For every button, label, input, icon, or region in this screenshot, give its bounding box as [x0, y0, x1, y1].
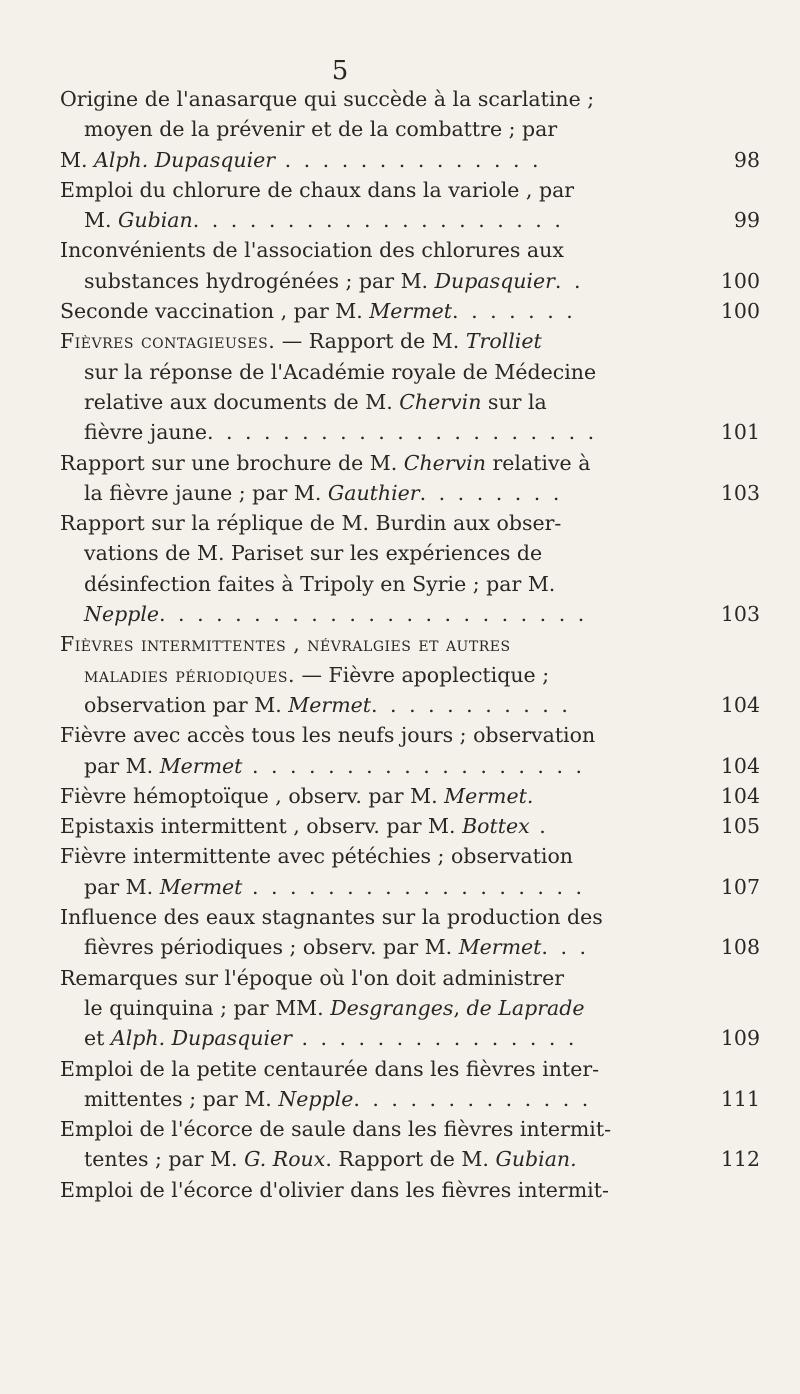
- entry-text: Remarques sur l'époque où l'on doit administrer: [60, 965, 565, 990]
- author-name: Mermet: [458, 935, 542, 960]
- entry-text: ,: [453, 995, 467, 1020]
- author-name: Gauthier: [327, 480, 420, 505]
- toc-line: [60, 357, 760, 387]
- page-ref: 112: [720, 1147, 760, 1172]
- toc-line: [60, 690, 760, 720]
- page-ref: 103: [720, 480, 760, 505]
- entry-text: Fièvre avec accès tous les neufs jours ; observation: [60, 723, 596, 748]
- author-name: Mermet: [288, 692, 371, 717]
- page-ref: 107: [720, 874, 760, 899]
- author-name: de Laprade: [466, 995, 585, 1020]
- entry-text: Fièvre hémoptoïque , observ. par M.: [60, 783, 445, 808]
- page-ref: 108: [720, 935, 760, 960]
- entry-text: fièvres périodiques ; observ. par M.: [84, 935, 459, 960]
- entry-text: désinfection faites à Tripoly en Syrie ; par M.: [84, 571, 556, 596]
- toc-line: [60, 1175, 760, 1205]
- entry-text: substances hydrogénées ; par M.: [84, 268, 435, 293]
- author-name: G. Roux: [244, 1147, 326, 1172]
- leader-dots: . . . . . . . . . . . . . .: [275, 147, 542, 172]
- toc-line: [60, 751, 760, 781]
- author-name: Bottex: [462, 814, 530, 839]
- page-ref: 100: [720, 299, 760, 324]
- leader-dots: . . .: [541, 935, 590, 960]
- entry-text: fièvre jaune: [84, 420, 207, 445]
- entry-text: sur la réponse de l'Académie royale de Médecine: [84, 359, 597, 384]
- author-name: Nepple: [278, 1086, 354, 1111]
- entry-text: et: [84, 1026, 111, 1051]
- toc-line: [60, 296, 760, 326]
- entry-text: Inconvénients de l'association des chlorures aux: [60, 238, 564, 263]
- leader-dots: . . . . . . . . . . . . . . . . . .: [242, 753, 586, 778]
- leader-dots: . . . . . . . .: [419, 480, 563, 505]
- author-name: Mermet: [159, 874, 243, 899]
- author-name: Desgranges: [330, 995, 454, 1020]
- toc-line: [60, 993, 760, 1023]
- author-name: Alph. Dupasquier: [110, 1026, 292, 1051]
- toc-line: [60, 266, 760, 296]
- toc-line: [60, 781, 760, 811]
- author-name: Chervin: [399, 389, 482, 414]
- entry-text: la fièvre jaune ; par M.: [84, 480, 328, 505]
- entry-text: Epistaxis intermittent , observ. par M.: [60, 814, 463, 839]
- page-ref: 104: [720, 783, 760, 808]
- table-of-contents: [60, 84, 760, 1205]
- entry-text: par M.: [84, 874, 160, 899]
- toc-line: [60, 448, 760, 478]
- author-name: Nepple: [84, 602, 160, 627]
- toc-line: [60, 387, 760, 417]
- entry-text: Origine de l'anasarque qui succède à la scarlatine ;: [60, 87, 595, 111]
- author-name: Chervin: [403, 450, 486, 475]
- author-name: Alph. Dupasquier: [94, 147, 276, 172]
- toc-line: [60, 175, 760, 205]
- entry-text: Emploi de la petite centaurée dans les fièvres inter-: [60, 1056, 600, 1081]
- leader-dots: . .: [554, 268, 584, 293]
- toc-line: [60, 326, 760, 356]
- author-name: Gubian.: [495, 1147, 577, 1172]
- page-ref: 103: [720, 602, 760, 627]
- entry-text: relative aux documents de M.: [84, 389, 400, 414]
- author-name: Mermet: [159, 753, 243, 778]
- entry-text: . Rapport de M.: [325, 1147, 496, 1172]
- toc-line: [60, 569, 760, 599]
- entry-text: Emploi de l'écorce d'olivier dans les fièvres intermit-: [60, 1177, 609, 1202]
- entry-text: par M.: [84, 753, 160, 778]
- toc-line: [60, 1023, 760, 1053]
- toc-line: [60, 720, 760, 750]
- entry-text: M.: [84, 208, 119, 233]
- page-ref: 104: [720, 692, 760, 717]
- author-name: Trolliet: [465, 329, 542, 354]
- leader-dots: . . . . . . . . . . . . . . . . . . . . .: [206, 420, 598, 445]
- entry-text: observation par M.: [84, 692, 289, 717]
- toc-line: [60, 660, 760, 690]
- toc-line: [60, 417, 760, 447]
- page-ref: 109: [720, 1026, 760, 1051]
- toc-line: [60, 478, 760, 508]
- entry-text: tentes ; par M.: [84, 1147, 245, 1172]
- entry-text: Rapport sur une brochure de M.: [60, 450, 404, 475]
- toc-line: [60, 1054, 760, 1084]
- author-name: Mermet: [369, 299, 453, 324]
- entry-text: Emploi de l'écorce de saule dans les fièvres intermit-: [60, 1117, 612, 1142]
- entry-text: Seconde vaccination , par M.: [60, 299, 370, 324]
- entry-text: Fièvre intermittente avec pétéchies ; observation: [60, 844, 574, 869]
- leader-dots: . . . . . . . . . . . . . . . . . . . . . . .: [159, 602, 588, 627]
- entry-text: Rapport sur la réplique de M. Burdin aux obser-: [60, 511, 562, 536]
- page-ref: 111: [720, 1086, 760, 1111]
- toc-line: [60, 963, 760, 993]
- page-number: 5: [331, 56, 349, 86]
- toc-line: [60, 841, 760, 871]
- entry-text: M.: [60, 147, 95, 172]
- entry-text: moyen de la prévenir et de la combattre ; par: [84, 117, 558, 142]
- toc-line: [60, 811, 760, 841]
- entry-text: mittentes ; par M.: [84, 1086, 279, 1111]
- section-heading: maladies périodiques.: [84, 662, 295, 687]
- entry-text: Influence des eaux stagnantes sur la production des: [60, 905, 603, 930]
- toc-line: [60, 599, 760, 629]
- page-ref: 105: [720, 814, 760, 839]
- author-name: Gubian: [118, 208, 193, 233]
- author-name: Dupasquier: [434, 268, 555, 293]
- toc-line: [60, 902, 760, 932]
- toc-line: [60, 145, 760, 175]
- leader-dots: . . . . . . . . . . .: [371, 692, 571, 717]
- toc-line: [60, 205, 760, 235]
- entry-text: sur la: [481, 389, 547, 414]
- toc-line: [60, 629, 760, 659]
- toc-line: [60, 1114, 760, 1144]
- toc-line: [60, 1144, 760, 1174]
- toc-line: [60, 872, 760, 902]
- page-ref: 101: [720, 420, 760, 445]
- leader-dots: . . . . . . . . . . . . . . . . . .: [242, 874, 586, 899]
- entry-text: le quinquina ; par MM.: [84, 995, 331, 1020]
- page-ref: 98: [733, 147, 760, 172]
- leader-dots: . . . . . . . . . . . . . . .: [291, 1026, 578, 1051]
- entry-text: — Fièvre apoplectique ;: [294, 662, 550, 687]
- toc-line: [60, 235, 760, 265]
- entry-text: Emploi du chlorure de chaux dans la variole , par: [60, 177, 575, 202]
- author-name: Mermet.: [444, 783, 534, 808]
- toc-line: [60, 114, 760, 144]
- page-ref: 100: [720, 268, 760, 293]
- entry-text: relative à: [485, 450, 591, 475]
- entry-text: — Rapport de M.: [275, 329, 466, 354]
- toc-line: [60, 1084, 760, 1114]
- section-heading: Fièvres intermittentes , névralgies et autres: [60, 632, 511, 657]
- leader-dots: .: [529, 814, 549, 839]
- entry-text: vations de M. Pariset sur les expériences de: [84, 541, 543, 566]
- toc-line: [60, 508, 760, 538]
- leader-dots: . . . . . . . . . . . . . . . . . . . .: [192, 208, 564, 233]
- toc-line: [60, 538, 760, 568]
- toc-line: [60, 84, 760, 114]
- page-ref: 99: [733, 208, 760, 233]
- toc-line: [60, 932, 760, 962]
- leader-dots: . . . . . . . . . . . . .: [353, 1086, 592, 1111]
- leader-dots: . . . . . . .: [452, 299, 576, 324]
- section-heading: Fièvres contagieuses.: [60, 329, 276, 354]
- page-ref: 104: [720, 753, 760, 778]
